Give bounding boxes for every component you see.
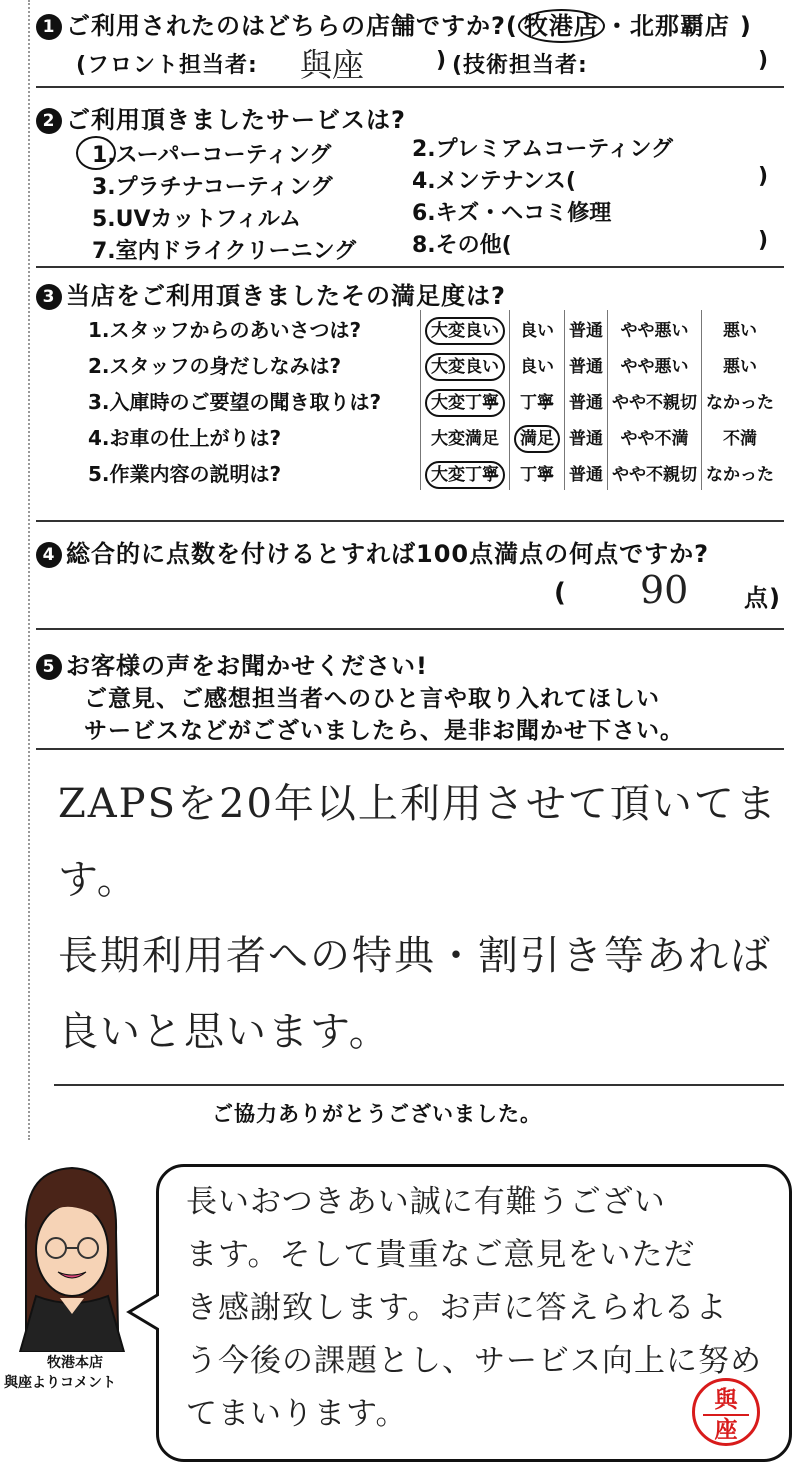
customer-comment: ZAPSを20年以上利用させて頂いてます。 長期利用者への特典・割引き等あれば 良いと思います。 <box>58 781 778 1055</box>
rating-option <box>608 418 702 454</box>
rating-option-label: やや悪い <box>620 356 689 377</box>
divider <box>36 520 784 522</box>
selected-rating: 大変良い <box>425 353 505 381</box>
rating-option-label: 普通 <box>569 464 603 485</box>
rating-option <box>702 346 779 382</box>
rating-option-label: やや不親切 <box>612 392 697 413</box>
rating-row <box>88 310 778 346</box>
selected-rating: 大変良い <box>425 317 505 345</box>
service-item: 7.室内ドライクリーニング <box>92 239 357 264</box>
service-item: 1.スーパーコーティング <box>92 143 332 168</box>
rating-option-label: やや不満 <box>620 428 689 449</box>
rating-option-label: 大変満足 <box>431 428 499 449</box>
rating-option <box>565 418 608 454</box>
divider <box>54 1084 784 1086</box>
rating-row <box>88 382 778 418</box>
rating-option-label: 悪い <box>723 356 757 377</box>
rating-option-label: 不満 <box>723 428 757 449</box>
staff-caption: 與座よりコメント <box>4 1375 116 1391</box>
rating-option-label: 丁寧 <box>520 464 554 485</box>
rating-option <box>608 346 702 382</box>
service-item: 6.キズ・ヘコミ修理 <box>412 201 612 226</box>
service-item: 8.その他( <box>412 233 512 258</box>
front-staff-value: 與座 <box>300 46 365 84</box>
rating-option <box>702 382 779 418</box>
question-5: 5 お客様の声をお聞かせください! <box>36 646 428 681</box>
rating-option <box>421 454 510 490</box>
question-1: 1 ご利用されたのはどちらの店舗ですか?( 牧港店 ・北那覇店 ) <box>36 6 752 41</box>
rating-option <box>702 418 779 454</box>
rating-option-label: 良い <box>520 320 554 341</box>
rating-question: 2.スタッフの身だしなみは? <box>88 353 342 378</box>
question-3: 3 当店をご利用頂きましたその満足度は? <box>36 276 506 311</box>
rating-question: 3.入庫時のご要望の聞き取りは? <box>88 389 382 414</box>
bubble-tail <box>126 1290 166 1334</box>
rating-option <box>608 382 702 418</box>
rating-option <box>565 382 608 418</box>
selected-store: 牧港店 <box>518 9 605 43</box>
score-value: 90 <box>640 568 689 612</box>
divider <box>36 266 784 268</box>
rating-option <box>702 310 779 346</box>
rating-option <box>565 454 608 490</box>
service-item: 2.プレミアムコーティング <box>412 137 674 162</box>
selected-rating: 満足 <box>514 425 560 453</box>
rating-option-label: 普通 <box>569 428 603 449</box>
divider <box>36 86 784 88</box>
rating-option <box>510 418 565 454</box>
thanks-text: ご協力ありがとうございました。 <box>212 1102 542 1126</box>
rating-option <box>565 346 608 382</box>
rating-option <box>510 310 565 346</box>
staff-store: 牧港本店 <box>47 1355 103 1371</box>
rating-option <box>510 382 565 418</box>
rating-option <box>421 310 510 346</box>
rating-option <box>421 382 510 418</box>
satisfaction-table <box>88 310 778 490</box>
question-2: 2 ご利用頂きましたサービスは? <box>36 100 406 135</box>
rating-option-label: やや不親切 <box>612 464 697 485</box>
rating-option <box>608 310 702 346</box>
service-item: 3.プラチナコーティング <box>92 175 333 200</box>
rating-option <box>421 346 510 382</box>
seal-stamp: 與 座 <box>692 1378 760 1446</box>
rating-option <box>421 418 510 454</box>
rating-question: 1.スタッフからのあいさつは? <box>88 317 362 342</box>
rating-option-label: 丁寧 <box>520 392 554 413</box>
rating-option-label: 普通 <box>569 320 603 341</box>
rating-option <box>565 310 608 346</box>
rating-row <box>88 418 778 454</box>
staff-reply: 長いおつきあい誠に有難うござい ます。そして貴重なご意見をいただ き感謝致します。お声に答えられるよ う今後の課題とし、サービス向上に努め てまいります。 <box>186 1184 762 1432</box>
margin-line <box>28 0 30 1140</box>
front-staff-label: (フロント担当者: <box>76 53 258 78</box>
question-4: 4 総合的に点数を付けるとすれば100点満点の何点ですか? <box>36 534 709 569</box>
rating-option-label: 良い <box>520 356 554 377</box>
selected-rating: 大変丁寧 <box>425 461 505 489</box>
divider <box>36 628 784 630</box>
rating-option-label: やや悪い <box>620 320 689 341</box>
rating-option-label: 普通 <box>569 392 603 413</box>
rating-option-label: 普通 <box>569 356 603 377</box>
service-item: 5.UVカットフィルム <box>92 207 302 232</box>
rating-option-label: なかった <box>706 392 774 413</box>
store-option: 北那覇店 <box>629 12 730 40</box>
rating-option <box>608 454 702 490</box>
rating-option <box>510 454 565 490</box>
rating-question: 5.作業内容の説明は? <box>88 461 282 486</box>
rating-option <box>510 346 565 382</box>
rating-row <box>88 346 778 382</box>
selected-rating: 大変丁寧 <box>425 389 505 417</box>
divider <box>36 748 784 750</box>
rating-option <box>702 454 779 490</box>
service-item: 4.メンテナンス( <box>412 169 576 194</box>
rating-question: 4.お車の仕上がりは? <box>88 425 282 450</box>
rating-option-label: なかった <box>706 464 774 485</box>
avatar <box>6 1160 136 1352</box>
tech-staff-label: (技術担当者: <box>452 53 588 78</box>
rating-row <box>88 454 778 490</box>
rating-option-label: 悪い <box>723 320 757 341</box>
question-number: 1 <box>36 14 62 40</box>
